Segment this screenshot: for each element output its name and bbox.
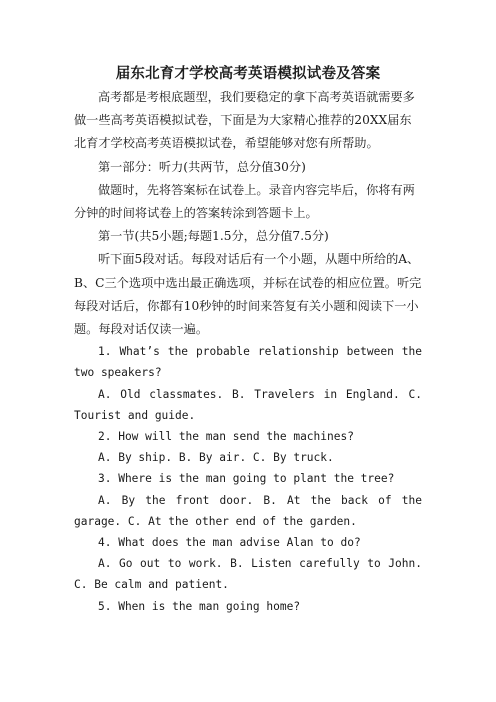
question-1: 1. What’s the probable relationship between the two speakers?	[74, 345, 422, 380]
question-3-options: A. By the front door. B. At the back of the garage. C. At the other end of the garden.	[74, 493, 422, 528]
question-3: 3. Where is the man going to plant the tree?	[98, 472, 395, 486]
question-2-options: A. By ship. B. By air. C. By truck.	[98, 451, 334, 465]
question-1-options: A. Old classmates. B. Travelers in England. C. Tourist and guide.	[74, 387, 422, 422]
question-4-options: A. Go out to work. B. Listen carefully to John. C. Be calm and patient.	[74, 557, 422, 592]
question-5: 5. When is the man going home?	[98, 599, 301, 613]
intro-paragraph: 高考都是考根底题型，我们要稳定的拿下高考英语就需要多做一些高考英语模拟试卷，下面是为大家精心推荐的20XX届东北育才学校高考英语模拟试卷，希望能够对您有所帮助。	[74, 90, 415, 151]
document-body	[74, 86, 422, 617]
question-4: 4. What does the man advise Alan to do?	[98, 536, 361, 550]
section-instructions: 听下面5段对话。每段对话后有一个小题，从题中所给的A、B、C三个选项中选出最正确选项，并标在试卷的相应位置。听完每段对话后，你都有10秒钟的时间来答复有关小题和阅读下一小题。每段对话仅读一遍。	[74, 252, 422, 337]
part-heading: 第一部分：听力(共两节，总分值30分)	[98, 159, 306, 174]
question-2: 2. How will the man send the machines?	[98, 430, 354, 444]
section-heading: 第一节(共5小题;每题1.5分，总分值7.5分)	[98, 229, 329, 244]
document-title: 届东北育才学校高考英语模拟试卷及答案	[115, 66, 381, 82]
instructions-paragraph: 做题时，先将答案标在试卷上。录音内容完毕后，你将有两分钟的时间将试卷上的答案转涂到答题卡上。	[74, 182, 415, 221]
